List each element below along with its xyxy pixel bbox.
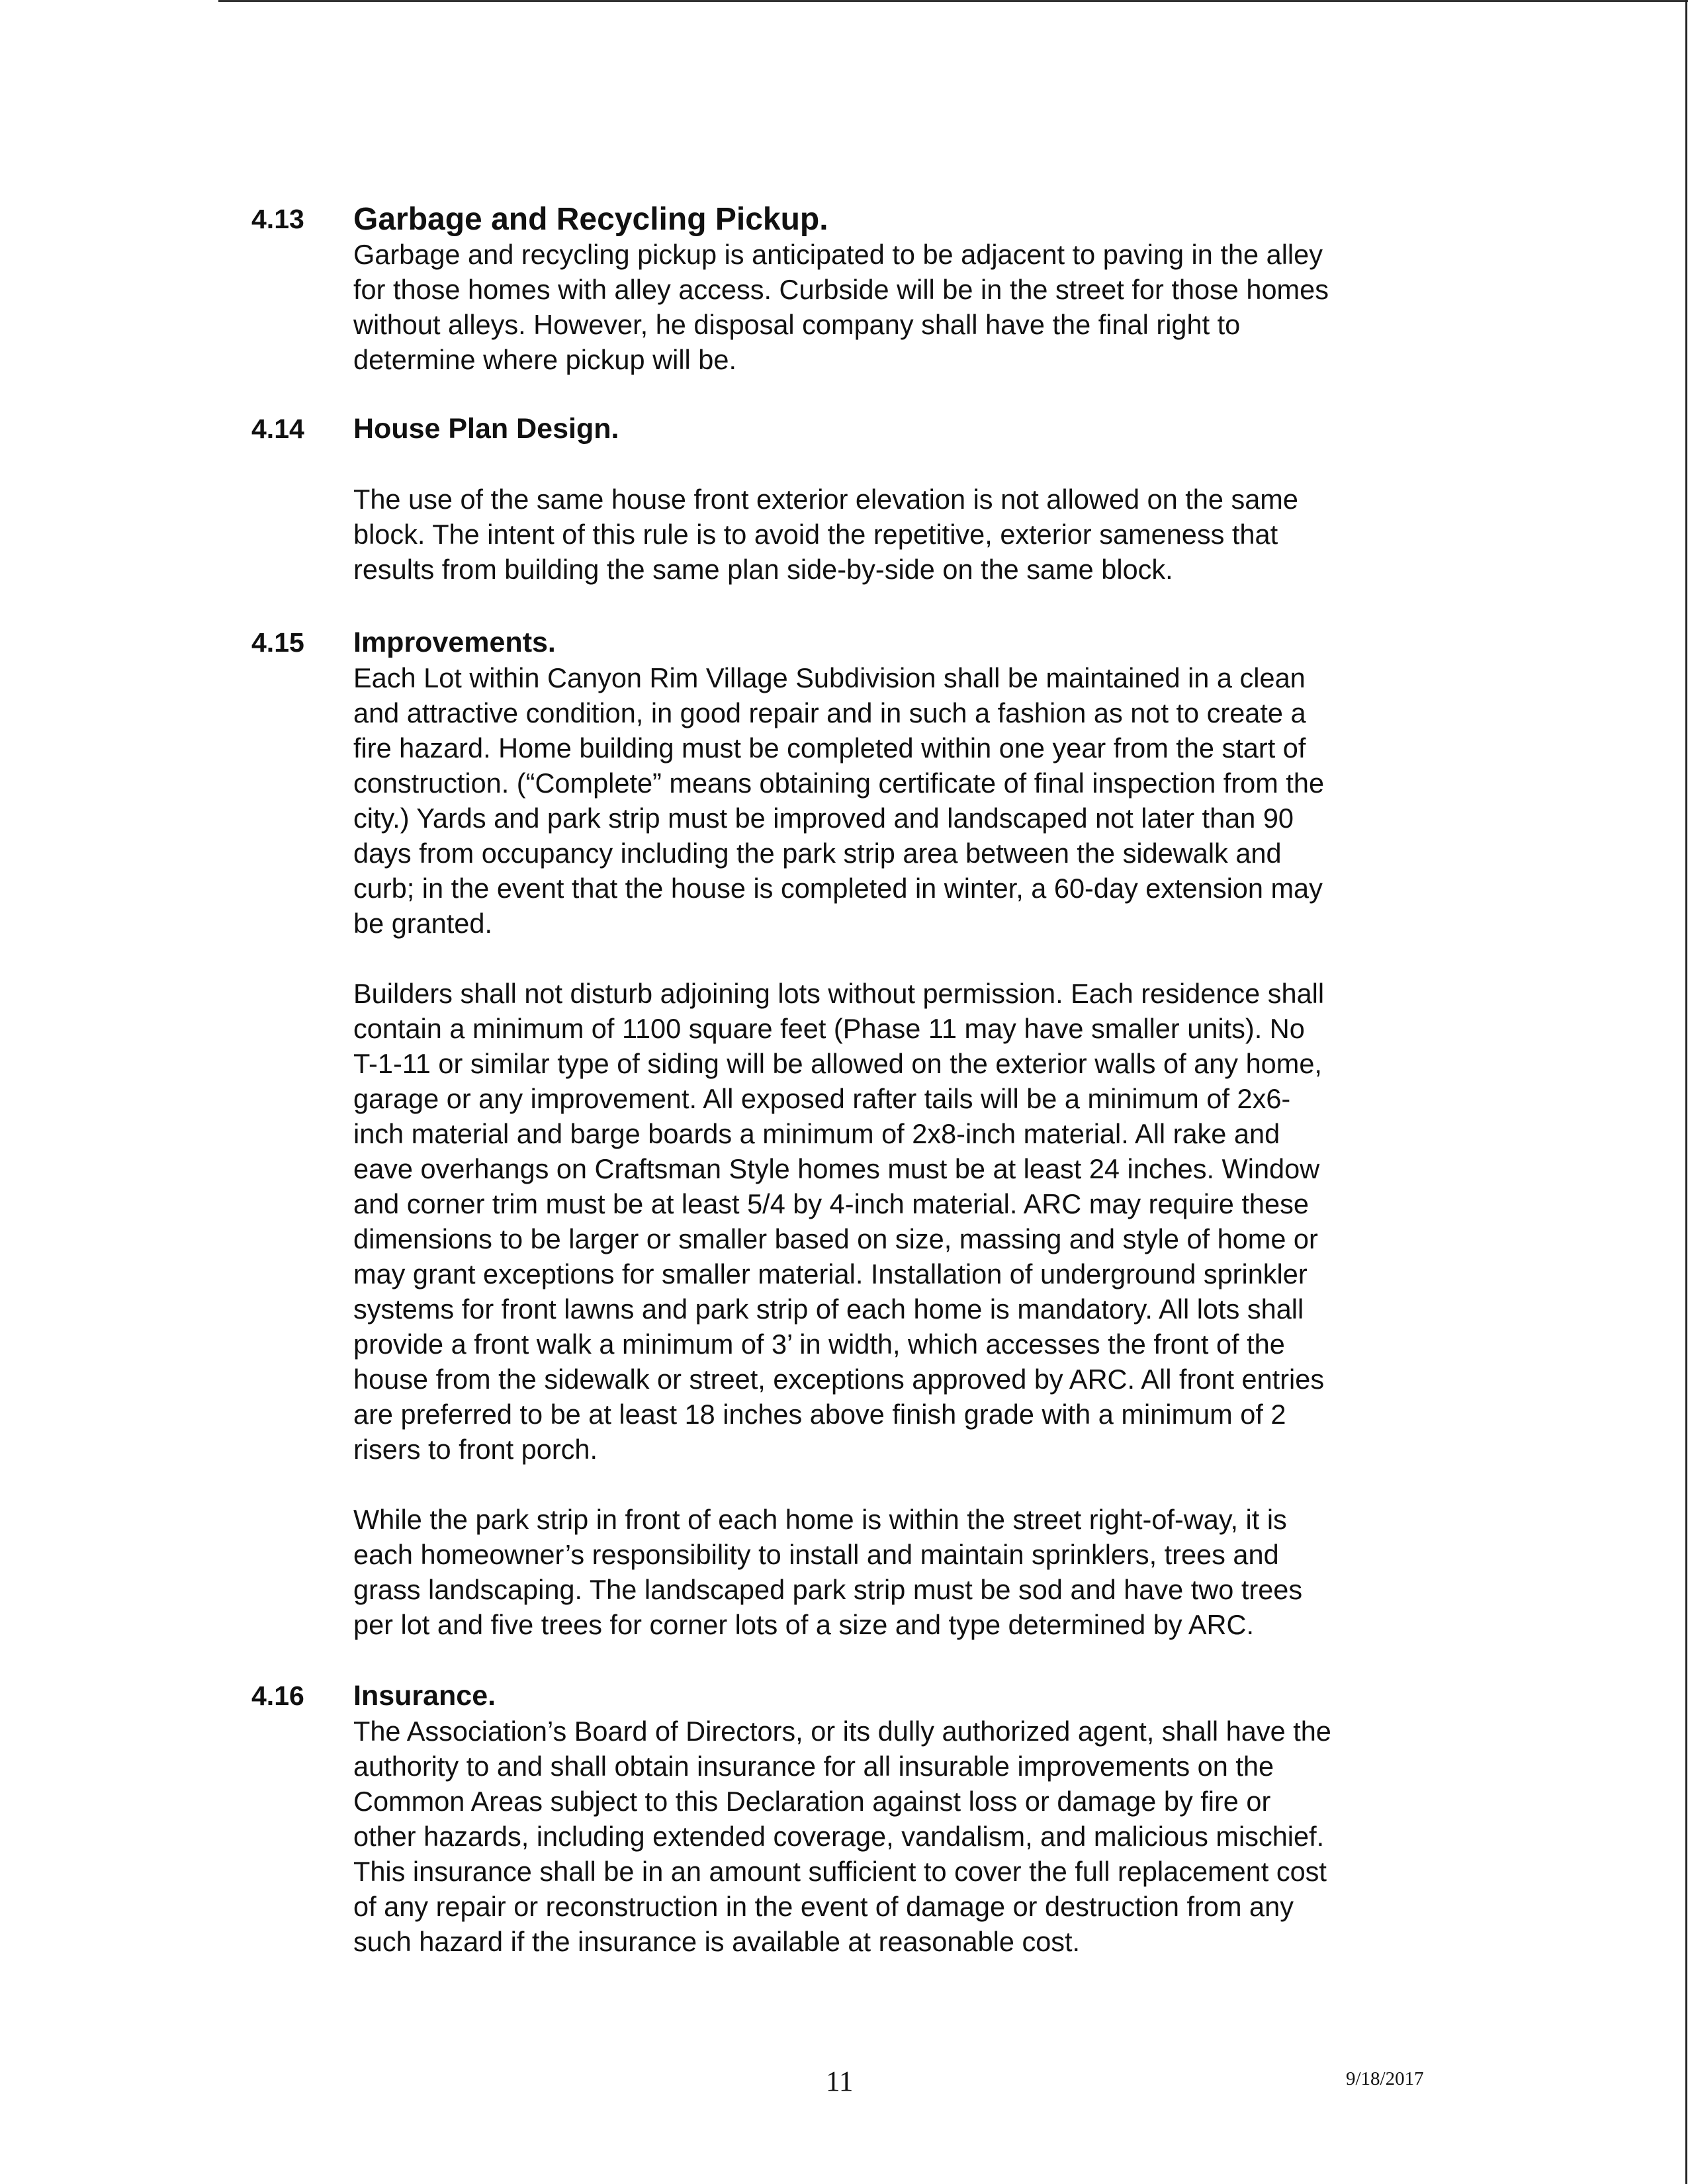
- section-body: [353, 625, 1452, 1642]
- section-number: 4.13: [251, 204, 304, 234]
- page-number: 11: [826, 2066, 854, 2097]
- section-body: [353, 202, 1452, 377]
- section-paragraph: Garbage and recycling pickup is anticipated to be adjacent to paving in the alley for those homes with alley access. Curbside will be in the street for those homes without alleys. However, he disposal company shall have the final right to determine where pickup will be.: [353, 239, 1329, 375]
- footer-date: 9/18/2017: [1346, 2068, 1424, 2089]
- section-title: Improvements.: [353, 627, 556, 658]
- section-number: 4.16: [251, 1681, 304, 1711]
- section-title: House Plan Design.: [353, 413, 619, 445]
- section-paragraph: The use of the same house front exterior elevation is not allowed on the same block. The intent of this rule is to avoid the repetitive, exterior sameness that results from building the same plan side-by-side on the same block.: [353, 484, 1298, 585]
- section-title: Insurance.: [353, 1680, 496, 1712]
- section-body: [353, 412, 1452, 587]
- section-body: [353, 1679, 1452, 1959]
- section-paragraph: The Association’s Board of Directors, or its dully authorized agent, shall have the authority to and shall obtain insurance for all insurable improvements on the Common Areas subject to this Declaration against loss or damage by fire or other hazards, including extended coverage, vandalism, and malicious mischief. This insurance shall be in an amount sufficient to cover the full replacement cost of any repair or reconstruction in the event of damage or destruction from any such hazard if the insurance is available at reasonable cost.: [353, 1716, 1331, 1957]
- section-title: Garbage and Recycling Pickup.: [353, 202, 828, 237]
- section-paragraph: Each Lot within Canyon Rim Village Subdivision shall be maintained in a clean and attractive condition, in good repair and in such a fashion as not to create a fire hazard. Home building must be completed within one year from the start of construction. (“Complete” means obtaining certificate of final inspection from the city.) Yards and park strip must be improved and landscaped not later than 90 days from occupancy including the park strip area between the sidewalk and curb; in the event that the house is completed in winter, a 60-day extension may be granted.: [353, 662, 1325, 939]
- section-paragraph: Builders shall not disturb adjoining lots without permission. Each residence shall contain a minimum of 1100 square feet (Phase 11 may have smaller units). No T-1-11 or similar type of siding will be allowed on the exterior walls of any home, garage or any improvement. All exposed rafter tails will be a minimum of 2x6- inch material and barge boards a minimum of 2x8-inch material. All rake and eave overhangs on Craftsman Style homes must be at least 24 inches. Window and corner trim must be at least 5/4 by 4-inch material. ARC may require these dimensions to be larger or smaller based on size, massing and style of home or may grant exceptions for smaller material. Installation of underground sprinkler systems for front lawns and park strip of each home is mandatory. All lots shall provide a front walk a minimum of 3’ in width, which accesses the front of the house from the sidewalk or street, exceptions approved by ARC. All front entries are preferred to be at least 18 inches above finish grade with a minimum of 2 risers to front porch.: [353, 978, 1325, 1465]
- scan-right-edge: [1685, 0, 1687, 2184]
- section-paragraph: While the park strip in front of each home is within the street right-of-way, it is each homeowner’s responsibility to install and maintain sprinklers, trees and grass landscaping. The landscaped park strip must be sod and have two trees per lot and five trees for corner lots of a size and type determined by ARC.: [353, 1504, 1303, 1640]
- section-number: 4.14: [251, 414, 304, 444]
- scan-top-edge: [218, 0, 1688, 2]
- section-number: 4.15: [251, 627, 304, 658]
